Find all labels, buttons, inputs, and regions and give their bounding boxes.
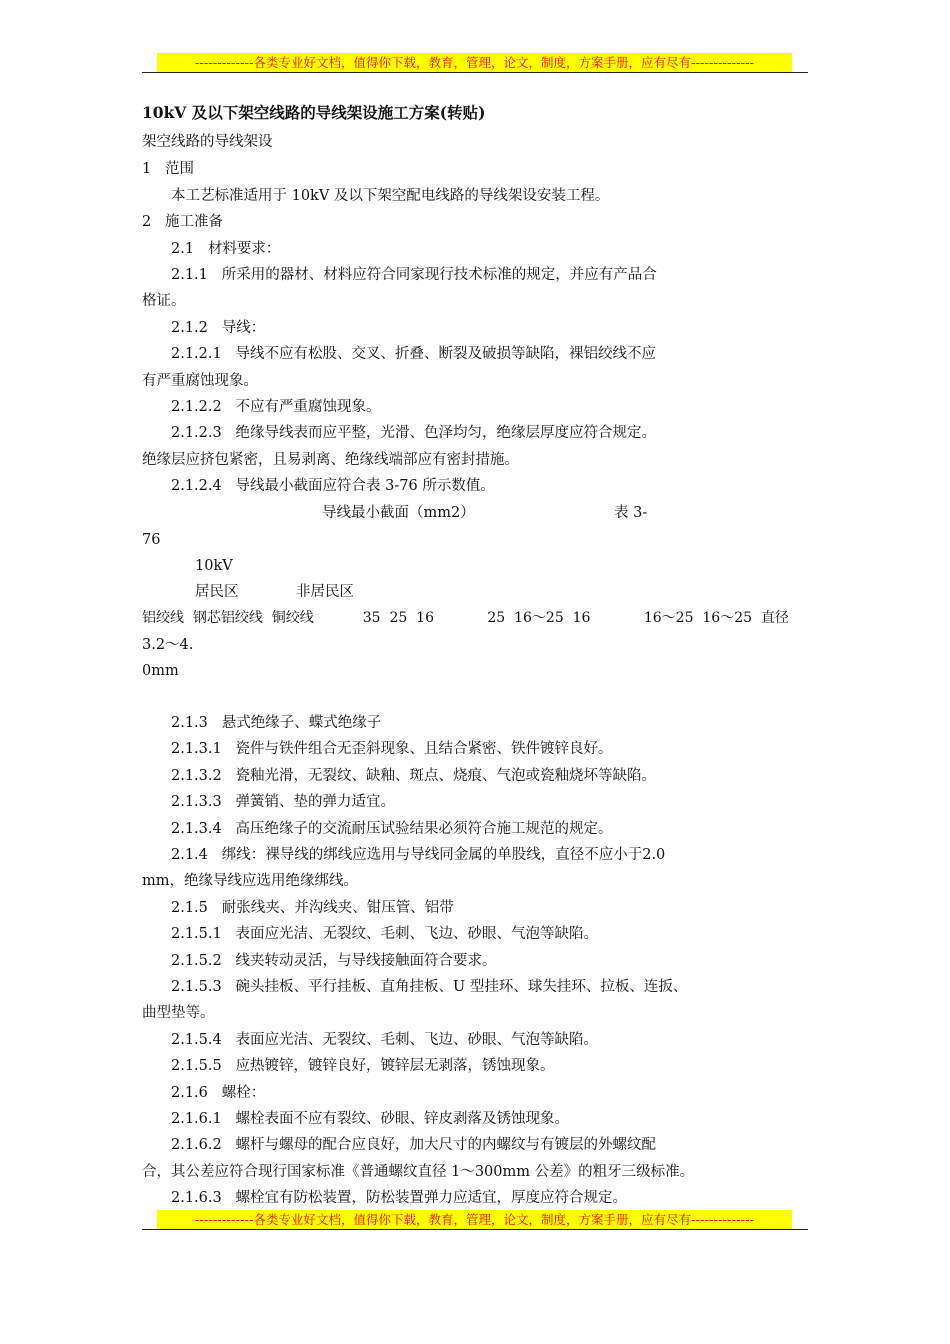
table-row: 3.2～4.: [142, 637, 194, 653]
paragraph-line: mm，绝缘导线应选用绝缘绑线。: [142, 873, 358, 889]
footer-banner: -------------各类专业好文档，值得你下载，教育，管理，论文，制度，方案手册，应有尽有--------------: [157, 1210, 792, 1229]
paragraph-line: 格证。: [142, 293, 186, 309]
table-header: 居民区: [195, 584, 239, 600]
header-rule: [142, 72, 808, 73]
paragraph-line: 2.1 材料要求：: [171, 241, 281, 257]
table-header: 非居民区: [296, 584, 354, 600]
section-heading: 架空线路的导线架设: [142, 134, 273, 150]
table-number: 表 3-: [614, 505, 648, 521]
paragraph-line: 2.1.5.2 线夹转动灵活，与导线接触面符合要求。: [171, 953, 497, 969]
paragraph-line: 2.1.3.1 瓷件与铁件组合无歪斜现象、且结合紧密、铁件镀锌良好。: [171, 741, 613, 757]
paragraph-line: 2.1.2 导线：: [171, 320, 266, 336]
paragraph-line: 2.1.3.2 瓷釉光滑，无裂纹、缺釉、斑点、烧痕、气泡或瓷釉烧坏等缺陷。: [171, 768, 657, 784]
paragraph-line: 2.1.3.4 高压绝缘子的交流耐压试验结果必须符合施工规范的规定。: [171, 821, 613, 837]
paragraph-line: 2.1.5.4 表面应光洁、无裂纹、毛刺、飞边、砂眼、气泡等缺陷。: [171, 1032, 599, 1048]
paragraph-line: 2.1.6.3 螺栓宜有防松装置，防松装置弹力应适宜，厚度应符合规定。: [171, 1190, 628, 1206]
paragraph-line: 2.1.2.1 导线不应有松股、交叉、折叠、断裂及破损等缺陷，裸铝绞线不应: [171, 346, 657, 362]
paragraph-line: 2.1.4 绑线：裸导线的绑线应选用与导线同金属的单股线，直径不应小于2.0: [171, 847, 666, 863]
paragraph-line: 合，其公差应符合现行国家标准《普通螺纹直径 1～300mm 公差》的粗牙三级标准。: [142, 1164, 695, 1180]
table-number: 76: [142, 532, 161, 548]
section-heading: 1 范围: [142, 161, 195, 177]
paragraph-line: 本工艺标准适用于 10kV 及以下架空配电线路的导线架设安装工程。: [171, 188, 610, 204]
paragraph-line: 2.1.3 悬式绝缘子、蝶式绝缘子: [171, 715, 382, 731]
paragraph-line: 2.1.1 所采用的器材、材料应符合同家现行技术标准的规定，并应有产品合: [171, 267, 657, 283]
footer-rule: [142, 1229, 808, 1230]
paragraph-line: 2.1.2.3 绝缘导线表而应平整，光滑、色泽均匀，绝缘层厚度应符合规定。: [171, 425, 657, 441]
paragraph-line: 2.1.6.2 螺杆与螺母的配合应良好，加大尺寸的内螺纹与有镀层的外螺纹配: [171, 1137, 657, 1153]
paragraph-line: 2.1.5.1 表面应光洁、无裂纹、毛刺、飞边、砂眼、气泡等缺陷。: [171, 926, 599, 942]
table-row: 铝绞线 钢芯铝绞线 铜绞线 35 25 16 25 16～25 16 16～25 16～25 直径: [142, 610, 789, 626]
paragraph-line: 2.1.3.3 弹簧销、垫的弹力适宜。: [171, 794, 396, 810]
header-banner: -------------各类专业好文档，值得你下载，教育，管理，论文，制度，方案手册，应有尽有--------------: [157, 53, 792, 72]
document-title: 10kV 及以下架空线路的导线架设施工方案(转贴): [142, 103, 486, 122]
paragraph-line: 绝缘层应挤包紧密，且易剥离、绝缘线端部应有密封措施。: [142, 452, 519, 468]
table-caption: 导线最小截面（mm2）: [322, 505, 475, 521]
paragraph-line: 有严重腐蚀现象。: [142, 373, 258, 389]
paragraph-line: 2.1.6.1 螺栓表面不应有裂纹、砂眼、锌皮剥落及锈蚀现象。: [171, 1111, 570, 1127]
paragraph-line: 2.1.5.5 应热镀锌，镀锌良好，镀锌层无剥落，锈蚀现象。: [171, 1058, 555, 1074]
table-header: 10kV: [195, 558, 233, 574]
paragraph-line: 2.1.5.3 碗头挂板、平行挂板、直角挂板、U 型挂环、球失挂环、拉板、连扳、: [171, 979, 688, 995]
table-row: 0mm: [142, 663, 179, 679]
paragraph-line: 2.1.5 耐张线夹、并沟线夹、钳压管、铝带: [171, 900, 454, 916]
paragraph-line: 曲型垫等。: [142, 1005, 215, 1021]
paragraph-line: 2.1.2.2 不应有严重腐蚀现象。: [171, 399, 381, 415]
paragraph-line: 2.1.2.4 导线最小截面应符合表 3-76 所示数值。: [171, 478, 495, 494]
section-heading: 2 施工准备: [142, 214, 224, 230]
paragraph-line: 2.1.6 螺栓：: [171, 1085, 266, 1101]
